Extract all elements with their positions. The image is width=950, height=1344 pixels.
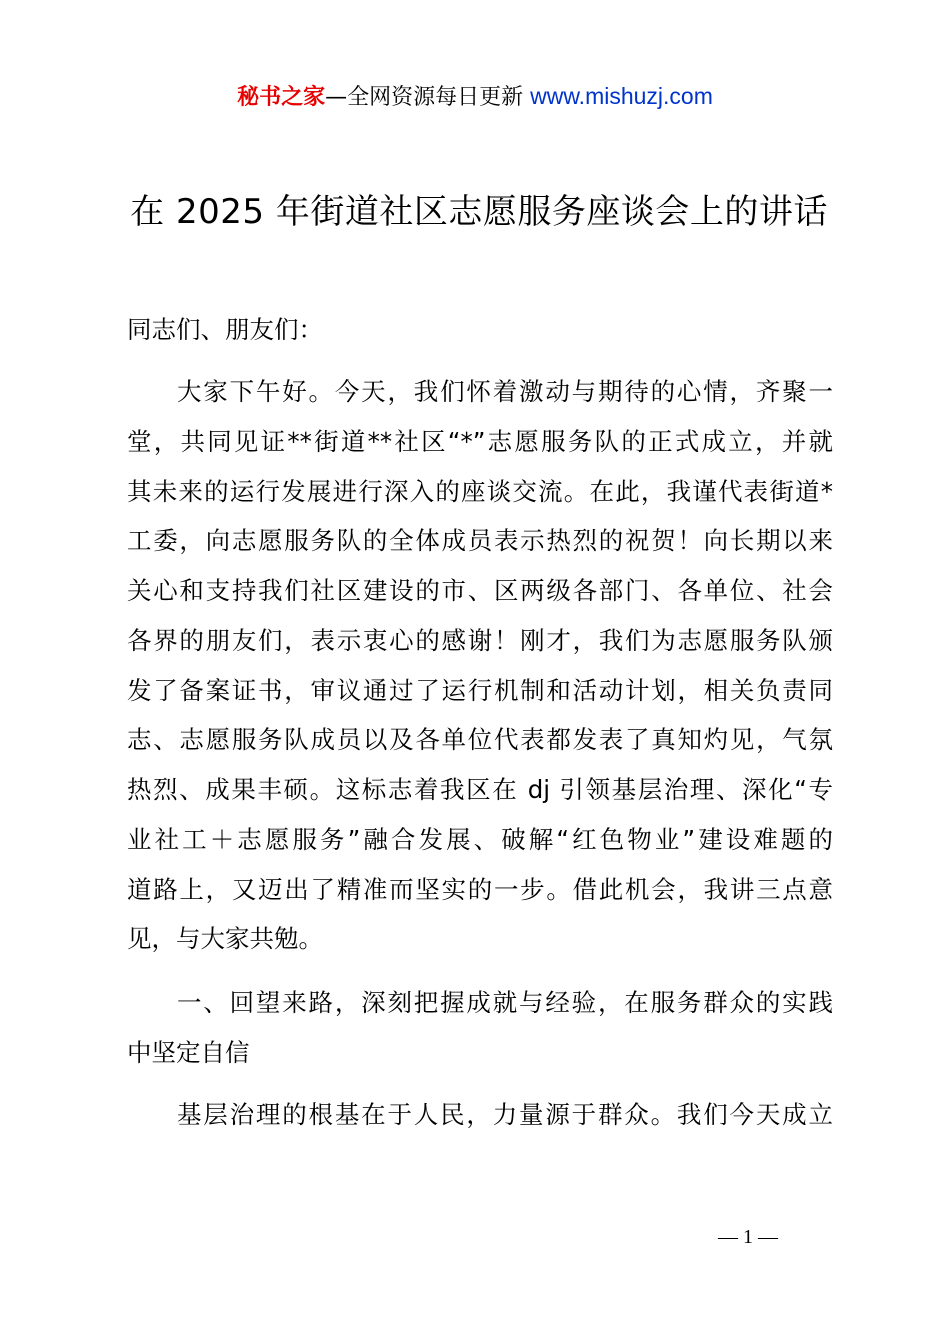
text-line: 其未来的运行发展进行深入的座谈交流。在此，我谨代表街道* xyxy=(127,477,833,506)
text-line: 发了备案证书，审议通过了运行机制和活动计划，相关负责同 xyxy=(127,676,833,705)
text-line: 大家下午好。今天，我们怀着激动与期待的心情，齐聚一 xyxy=(177,377,833,406)
text-line: 道路上，又迈出了精准而坚实的一步。借此机会，我讲三点意 xyxy=(127,875,833,904)
brand-name: 秘书之家 xyxy=(237,85,326,110)
text-line: 基层治理的根基在于人民，力量源于群众。我们今天成立 xyxy=(177,1100,833,1129)
text-line: 关心和支持我们社区建设的市、区两级各部门、各单位、社会 xyxy=(127,576,833,605)
header-tagline: —全网资源每日更新 xyxy=(325,85,531,110)
heading-line: 一、回望来路，深刻把握成就与经验，在服务群众的实践 xyxy=(177,988,833,1017)
text-line: 见，与大家共勉。 xyxy=(127,924,323,953)
text-line: 志、志愿服务队成员以及各单位代表都发表了真知灼见，气氛 xyxy=(127,725,833,754)
document-title: 在 2025 年街道社区志愿服务座谈会上的讲话 xyxy=(130,192,828,232)
site-header xyxy=(0,80,950,111)
greeting: 同志们、朋友们： xyxy=(127,315,323,344)
text-line: 各界的朋友们，表示衷心的感谢！刚才，我们为志愿服务队颁 xyxy=(127,626,833,655)
page-number: — 1 — xyxy=(718,1226,778,1248)
site-url-link[interactable]: www.mishuzj.com xyxy=(530,83,713,109)
text-line: 工委，向志愿服务队的全体成员表示热烈的祝贺！向长期以来 xyxy=(127,526,833,555)
text-line: 堂，共同见证**街道**社区“*”志愿服务队的正式成立，并就 xyxy=(127,427,833,456)
text-line: 热烈、成果丰硕。这标志着我区在 dj 引领基层治理、深化“专 xyxy=(127,775,833,804)
text-line: 业社工＋志愿服务”融合发展、破解“红色物业”建设难题的 xyxy=(127,825,833,854)
heading-line: 中坚定自信 xyxy=(127,1038,250,1067)
